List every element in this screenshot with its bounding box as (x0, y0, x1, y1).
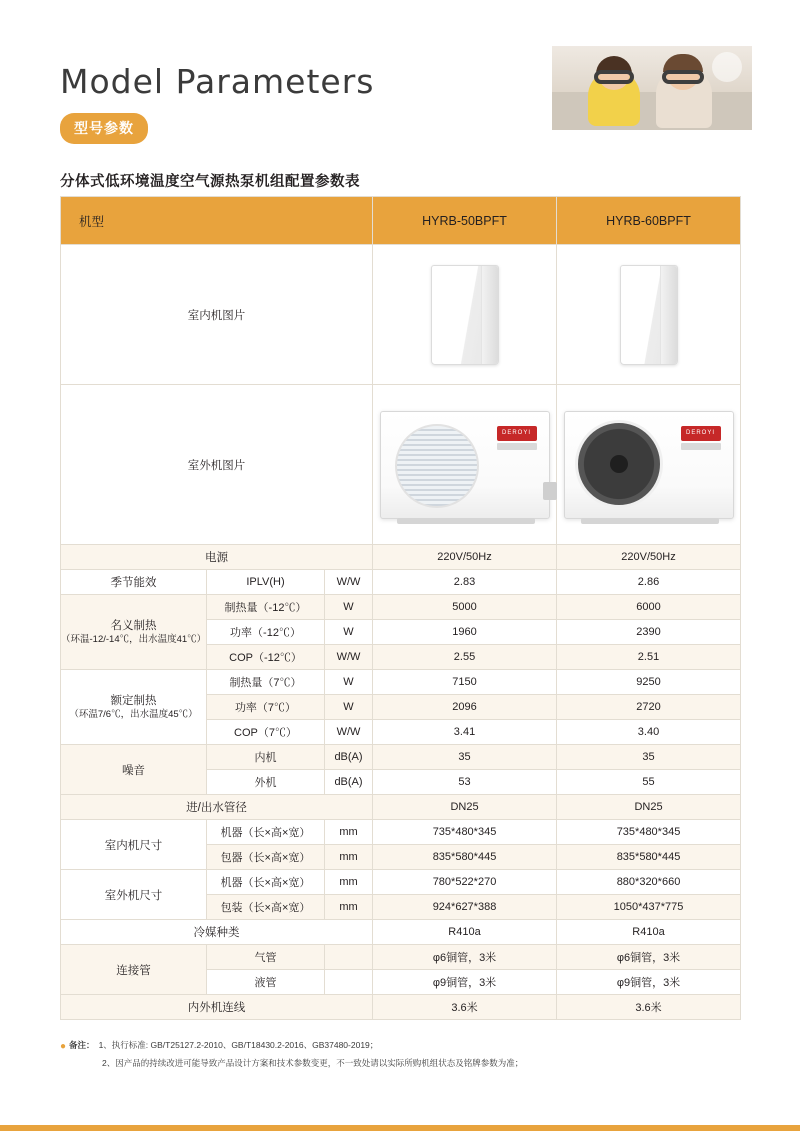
cell-value-2: 880*320*660 (557, 870, 741, 895)
brand-logo-icon: DEROYI (497, 426, 537, 441)
table-header-model: 机型 (61, 197, 373, 245)
row-unit: W/W (325, 720, 373, 745)
page-header (0, 0, 800, 150)
cell-value-1: 2096 (373, 695, 557, 720)
cell-value-1: φ6铜管，3米 (373, 945, 557, 970)
cell-value-2: 735*480*345 (557, 820, 741, 845)
cell-value-2: 2390 (557, 620, 741, 645)
row-unit: mm (325, 870, 373, 895)
row-sublabel: 包器（长×高×宽） (207, 845, 325, 870)
row-unit (325, 945, 373, 970)
indoor-unit-image-50 (373, 245, 557, 385)
cell-value-1: 53 (373, 770, 557, 795)
row-sublabel: 制热量（-12℃） (207, 595, 325, 620)
row-label-interconnect-cable: 内外机连线 (61, 995, 373, 1020)
row-unit (325, 970, 373, 995)
row-label-outdoor-dimensions: 室外机尺寸 (61, 870, 207, 920)
cell-value-2: 1050*437*775 (557, 895, 741, 920)
cell-value-2: R410a (557, 920, 741, 945)
brand-logo-icon: DEROYI (681, 426, 721, 441)
row-sublabel: IPLV(H) (207, 570, 325, 595)
row-sublabel: 功率（-12℃） (207, 620, 325, 645)
remarks-line-2: 2、因产品的持续改进可能导致产品设计方案和技术参数变更，不一致处请以实际所购机组状态及铭牌参数为准； (102, 1057, 524, 1068)
row-unit: W/W (325, 570, 373, 595)
page-title-badge: 型号参数 (60, 113, 148, 144)
row-label-refrigerant: 冷媒种类 (61, 920, 373, 945)
cell-value-1: 220V/50Hz (373, 545, 557, 570)
cell-value-1: 2.83 (373, 570, 557, 595)
row-label-note: （环温-12/-14℃，出水温度41℃） (61, 633, 207, 645)
table-row (61, 545, 741, 570)
spec-table (60, 196, 741, 1020)
cell-value-1: 3.6米 (373, 995, 557, 1020)
cell-value-1: 5000 (373, 595, 557, 620)
table-row (61, 745, 741, 770)
row-unit: W/W (325, 645, 373, 670)
row-unit: W (325, 695, 373, 720)
cell-value-1: 1960 (373, 620, 557, 645)
table-header-row (61, 197, 741, 245)
cell-value-2: 6000 (557, 595, 741, 620)
row-label-note: （环温7/6℃，出水温度45℃） (69, 708, 198, 720)
cell-value-1: 835*580*445 (373, 845, 557, 870)
table-row (61, 820, 741, 845)
cell-value-2: φ9铜管，3米 (557, 970, 741, 995)
cell-value-2: 3.6米 (557, 995, 741, 1020)
cell-value-1: DN25 (373, 795, 557, 820)
row-sublabel: COP（-12℃） (207, 645, 325, 670)
row-unit: W (325, 620, 373, 645)
row-label-indoor-image: 室内机图片 (61, 245, 373, 385)
row-sublabel: COP（7℃） (207, 720, 325, 745)
table-row-outdoor-image (61, 385, 741, 545)
row-unit: W (325, 595, 373, 620)
row-sublabel: 机器（长×高×宽） (207, 820, 325, 845)
indoor-unit-image-60 (557, 245, 741, 385)
table-header-col2: HYRB-60BPFT (557, 197, 741, 245)
cell-value-1: R410a (373, 920, 557, 945)
row-label-text: 名义制热 (110, 619, 157, 632)
header-photo (552, 46, 752, 130)
row-label-seasonal-efficiency: 季节能效 (61, 570, 207, 595)
table-row-indoor-image (61, 245, 741, 385)
row-sublabel: 内机 (207, 745, 325, 770)
table-row (61, 920, 741, 945)
cell-value-2: 2.86 (557, 570, 741, 595)
cell-value-2: 9250 (557, 670, 741, 695)
remarks-line-1: 1、执行标准: GB/T25127.2-2010、GB/T18430.2-2016、GB37480-2019； (98, 1040, 379, 1050)
outdoor-unit-image-50 (373, 385, 557, 545)
cell-value-1: 7150 (373, 670, 557, 695)
footer-accent-bar (0, 1125, 800, 1131)
cell-value-1: 924*627*388 (373, 895, 557, 920)
cell-value-2: 220V/50Hz (557, 545, 741, 570)
cell-value-1: 780*522*270 (373, 870, 557, 895)
outdoor-unit-image-60 (557, 385, 741, 545)
remarks-block (60, 1038, 750, 1070)
cell-value-2: 55 (557, 770, 741, 795)
row-sublabel: 液管 (207, 970, 325, 995)
row-sublabel: 外机 (207, 770, 325, 795)
row-label-rated-heating (61, 670, 207, 745)
row-sublabel: 制热量（7℃） (207, 670, 325, 695)
cell-value-1: 735*480*345 (373, 820, 557, 845)
row-label-power-supply: 电源 (61, 545, 373, 570)
row-unit: dB(A) (325, 745, 373, 770)
cell-value-2: DN25 (557, 795, 741, 820)
cell-value-2: 3.40 (557, 720, 741, 745)
row-unit: mm (325, 895, 373, 920)
row-sublabel: 气管 (207, 945, 325, 970)
row-unit: mm (325, 820, 373, 845)
row-unit: W (325, 670, 373, 695)
cell-value-1: φ9铜管，3米 (373, 970, 557, 995)
cell-value-2: 2720 (557, 695, 741, 720)
row-label-water-pipe-diameter: 进/出水管径 (61, 795, 373, 820)
table-row (61, 995, 741, 1020)
cell-value-2: 2.51 (557, 645, 741, 670)
row-sublabel: 功率（7℃） (207, 695, 325, 720)
row-label-indoor-dimensions: 室内机尺寸 (61, 820, 207, 870)
cell-value-2: φ6铜管，3米 (557, 945, 741, 970)
row-sublabel: 机器（长×高×宽） (207, 870, 325, 895)
page-title: Model Parameters (60, 62, 375, 101)
cell-value-1: 3.41 (373, 720, 557, 745)
table-row (61, 945, 741, 970)
cell-value-2: 835*580*445 (557, 845, 741, 870)
cell-value-1: 2.55 (373, 645, 557, 670)
row-label-noise: 噪音 (61, 745, 207, 795)
table-row (61, 570, 741, 595)
row-label-outdoor-image: 室外机图片 (61, 385, 373, 545)
table-row (61, 595, 741, 620)
row-unit: mm (325, 845, 373, 870)
row-sublabel: 包装（长×高×宽） (207, 895, 325, 920)
row-label-connecting-pipe: 连接管 (61, 945, 207, 995)
table-row (61, 795, 741, 820)
table-caption: 分体式低环境温度空气源热泵机组配置参数表 (60, 174, 360, 190)
row-unit: dB(A) (325, 770, 373, 795)
table-header-col1: HYRB-50BPFT (373, 197, 557, 245)
bullet-icon: ● (60, 1041, 67, 1052)
row-label-text: 额定制热 (110, 694, 157, 707)
remarks-title: 备注： (69, 1040, 95, 1050)
row-label-nominal-heating (61, 595, 207, 670)
table-row (61, 670, 741, 695)
cell-value-1: 35 (373, 745, 557, 770)
table-row (61, 870, 741, 895)
cell-value-2: 35 (557, 745, 741, 770)
